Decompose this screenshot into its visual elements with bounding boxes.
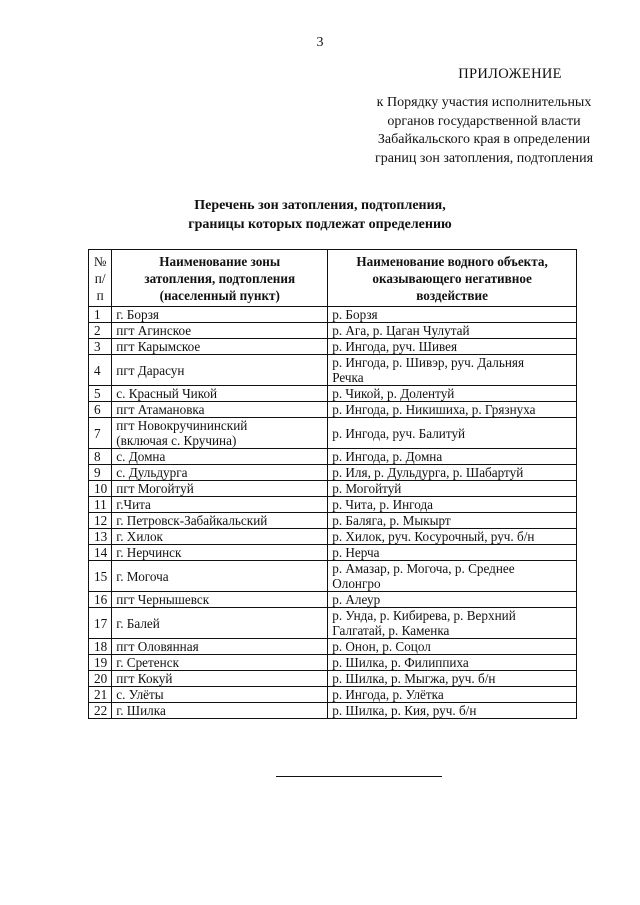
settlement-cell [112, 497, 328, 513]
table-row [89, 323, 577, 339]
settlement-cell [112, 592, 328, 608]
table-row [89, 655, 577, 671]
water-body-cell [328, 339, 577, 355]
table-row [89, 592, 577, 608]
row-number: 4 [89, 355, 112, 386]
appendix-reference-line: границ зон затопления, подтопления [374, 150, 594, 166]
table-row [89, 513, 577, 529]
document-title-line: Перечень зон затопления, подтопления, [194, 198, 446, 213]
table-row [89, 639, 577, 655]
table-row [89, 529, 577, 545]
appendix-reference-line: органов государственной власти [387, 113, 581, 129]
water-body-name: р. Ингода, руч. Шивея [332, 339, 458, 354]
row-number: 16 [89, 592, 112, 608]
settlement-name: (включая с. Кручина) [116, 433, 237, 448]
table-row [89, 545, 577, 561]
water-body-cell [328, 655, 577, 671]
settlement-cell [112, 703, 328, 719]
settlement-cell [112, 655, 328, 671]
settlement-cell [112, 355, 328, 386]
water-body-cell [328, 386, 577, 402]
water-body-name: р. Чита, р. Ингода [332, 497, 434, 512]
table-row [89, 402, 577, 418]
header-settlement-line: Наименование зоны [159, 253, 281, 269]
row-number: 9 [89, 465, 112, 481]
table-row [89, 386, 577, 402]
settlement-cell [112, 545, 328, 561]
settlement-cell [112, 687, 328, 703]
water-body-name: р. Чикой, р. Долентуй [332, 386, 455, 401]
header-water-line: Наименование водного объекта, [356, 253, 548, 269]
settlement-name: пгт Агинское [116, 323, 192, 338]
water-body-name: р. Ингода, р. Никишиха, р. Грязнуха [332, 402, 536, 417]
water-body-name: р. Шилка, р. Кия, руч. б/н [332, 703, 477, 718]
water-body-cell [328, 687, 577, 703]
header-number-line: № [93, 253, 107, 269]
settlement-cell [112, 671, 328, 687]
appendix-reference-line: Забайкальского края в определении [377, 132, 591, 147]
table-row [89, 449, 577, 465]
settlement-name: пгт Карымское [116, 339, 201, 354]
row-number: 10 [89, 481, 112, 497]
water-body-name: р. Борзя [332, 307, 378, 322]
flood-zones-table [88, 249, 577, 719]
water-body-name: р. Хилок, руч. Косурочный, руч. б/н [332, 529, 535, 544]
row-number: 19 [89, 655, 112, 671]
row-number: 8 [89, 449, 112, 465]
document-title-line: границы которых подлежат определению [188, 217, 452, 232]
row-number: 12 [89, 513, 112, 529]
water-body-cell [328, 465, 577, 481]
row-number: 14 [89, 545, 112, 561]
water-body-name: р. Ага, р. Цаган Чулутай [332, 323, 470, 338]
water-body-cell [328, 418, 577, 449]
header-water-line: воздействие [416, 287, 488, 303]
row-number: 18 [89, 639, 112, 655]
appendix-title: ПРИЛОЖЕНИЕ [458, 66, 562, 82]
row-number: 21 [89, 687, 112, 703]
water-body-name: р. Нерча [332, 545, 380, 560]
settlement-name: г. Шилка [116, 703, 166, 718]
settlement-name: пгт Могойтуй [116, 481, 194, 496]
water-body-cell [328, 355, 577, 386]
water-body-name: р. Шилка, р. Филиппиха [332, 655, 469, 670]
header-settlement-line: затопления, подтопления [144, 270, 296, 286]
table-row [89, 465, 577, 481]
row-number: 11 [89, 497, 112, 513]
table-row [89, 561, 577, 592]
table-row [89, 687, 577, 703]
settlement-cell [112, 307, 328, 323]
table-row [89, 355, 577, 386]
water-body-name: р. Баляга, р. Мыкырт [332, 513, 451, 528]
appendix-reference-line: к Порядку участия исполнительных [376, 95, 592, 110]
water-body-cell [328, 671, 577, 687]
settlement-cell [112, 529, 328, 545]
water-body-name: р. Ингода, р. Шивэр, руч. Дальняя [332, 355, 525, 370]
row-number: 6 [89, 402, 112, 418]
row-number: 2 [89, 323, 112, 339]
settlement-cell [112, 402, 328, 418]
row-number: 3 [89, 339, 112, 355]
document-title [0, 196, 640, 234]
settlement-name: пгт Кокуй [116, 671, 173, 686]
settlement-name: с. Домна [116, 449, 166, 464]
settlement-cell [112, 639, 328, 655]
water-body-name: р. Иля, р. Дульдурга, р. Шабартуй [332, 465, 524, 480]
table-row [89, 608, 577, 639]
appendix-reference [355, 94, 613, 168]
row-number: 13 [89, 529, 112, 545]
settlement-cell [112, 465, 328, 481]
water-body-cell [328, 703, 577, 719]
settlement-name: г. Балей [116, 615, 160, 631]
row-number: 22 [89, 703, 112, 719]
row-number: 5 [89, 386, 112, 402]
settlement-cell [112, 386, 328, 402]
table-body [89, 307, 577, 719]
water-body-cell [328, 561, 577, 592]
end-divider [276, 776, 442, 777]
settlement-name: г. Сретенск [116, 655, 179, 670]
water-body-cell [328, 529, 577, 545]
water-body-cell [328, 608, 577, 639]
settlement-cell [112, 608, 328, 639]
water-body-cell [328, 323, 577, 339]
water-body-name: р. Ингода, р. Домна [332, 449, 443, 464]
water-body-cell [328, 513, 577, 529]
row-number: 20 [89, 671, 112, 687]
table-header-row [89, 250, 577, 307]
table-row [89, 339, 577, 355]
water-body-name: р. Алеур [332, 592, 381, 607]
settlement-name: г. Нерчинск [116, 545, 182, 560]
row-number: 7 [89, 418, 112, 449]
water-body-cell [328, 307, 577, 323]
header-number-line: п [96, 287, 104, 303]
table-row [89, 671, 577, 687]
table-row [89, 418, 577, 449]
row-number: 17 [89, 608, 112, 639]
settlement-name: пгт Новокручининский [116, 418, 248, 433]
header-water-body [328, 250, 577, 307]
water-body-name: р. Ингода, р. Улётка [332, 687, 444, 702]
water-body-cell [328, 545, 577, 561]
settlement-name: г.Чита [116, 497, 151, 512]
row-number: 1 [89, 307, 112, 323]
settlement-cell [112, 449, 328, 465]
header-number [89, 250, 112, 307]
settlement-name: с. Дульдурга [116, 465, 188, 480]
water-body-cell [328, 402, 577, 418]
water-body-cell [328, 449, 577, 465]
settlement-cell [112, 323, 328, 339]
settlement-name: пгт Дарасун [116, 362, 185, 378]
water-body-name: р. Онон, р. Соцол [332, 639, 431, 654]
settlement-name: пгт Оловянная [116, 639, 199, 654]
water-body-name: р. Унда, р. Кибирева, р. Верхний [332, 608, 516, 623]
water-body-name: р. Амазар, р. Могоча, р. Среднее [332, 561, 515, 576]
settlement-cell [112, 513, 328, 529]
settlement-cell [112, 418, 328, 449]
settlement-cell [112, 561, 328, 592]
settlement-name: г. Борзя [116, 307, 159, 322]
settlement-cell [112, 339, 328, 355]
table-row [89, 307, 577, 323]
page-number: 3 [316, 35, 324, 50]
water-body-name: р. Ингода, руч. Балитуй [332, 425, 466, 441]
water-body-cell [328, 639, 577, 655]
table-header [89, 250, 577, 307]
table-row [89, 497, 577, 513]
water-body-cell [328, 481, 577, 497]
water-body-name: Галгатай, р. Каменка [332, 623, 450, 638]
water-body-name: р. Могойтуй [332, 481, 402, 496]
header-settlement [112, 250, 328, 307]
water-body-cell [328, 592, 577, 608]
settlement-name: г. Могоча [116, 568, 169, 584]
table-row [89, 703, 577, 719]
settlement-name: пгт Атамановка [116, 402, 205, 417]
settlement-name: г. Петровск-Забайкальский [116, 513, 268, 528]
header-number-line: п/ [94, 270, 106, 286]
row-number: 15 [89, 561, 112, 592]
header-water-line: оказывающего негативное [372, 270, 532, 286]
table-row [89, 481, 577, 497]
settlement-cell [112, 481, 328, 497]
settlement-name: г. Хилок [116, 529, 163, 544]
header-settlement-line: (населенный пункт) [159, 287, 280, 303]
settlement-name: пгт Чернышевск [116, 592, 210, 607]
settlement-name: с. Красный Чикой [116, 386, 218, 401]
water-body-name: Речка [332, 370, 364, 385]
water-body-name: р. Шилка, р. Мыгжа, руч. б/н [332, 671, 496, 686]
water-body-cell [328, 497, 577, 513]
settlement-name: с. Улёты [116, 687, 164, 702]
water-body-name: Олонгро [332, 576, 381, 591]
